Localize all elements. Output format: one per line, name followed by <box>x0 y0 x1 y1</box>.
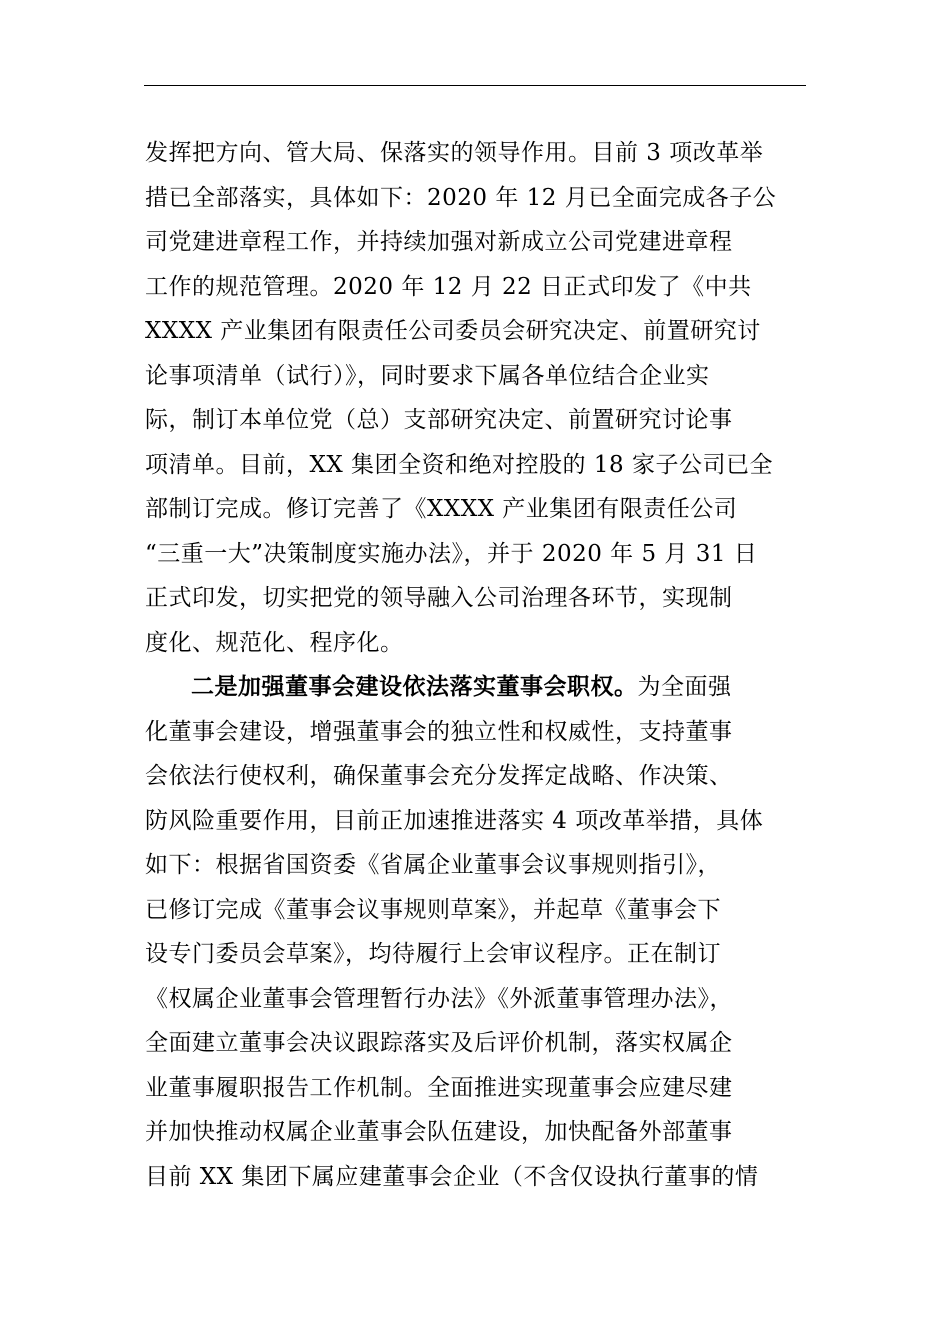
text-line: 部制订完成。修订完善了《XXXX 产业集团有限责任公司 <box>145 496 738 522</box>
text-line: 司党建进章程工作，并持续加强对新成立公司党建进章程 <box>145 229 733 255</box>
text-line: 业董事履职报告工作机制。全面推进实现董事会应建尽建 <box>145 1074 733 1101</box>
text-line: 如下：根据省国资委《省属企业董事会议事规则指引》， <box>145 852 721 878</box>
text-line: 《权属企业董事会管理暂行办法》《外派董事管理办法》， <box>145 985 733 1012</box>
text-line: 化董事会建设，增强董事会的独立性和权威性，支持董事 <box>145 718 733 745</box>
text-line: 已修订完成《董事会议事规则草案》，并起草《董事会下 <box>145 896 721 923</box>
text-line: 正式印发，切实把党的领导融入公司治理各环节，实现制 <box>145 585 733 611</box>
text-line: 会依法行使权利，确保董事会充分发挥定战略、作决策、 <box>145 763 733 789</box>
text-line: XXXX 产业集团有限责任公司委员会研究决定、前置研究讨 <box>145 318 761 344</box>
text-line: 目前 XX 集团下属应建董事会企业（不含仅设执行董事的情 <box>145 1163 759 1190</box>
body-text <box>145 131 807 1199</box>
text-line: 防风险重要作用，目前正加速推进落实 4 项改革举措，具体 <box>145 807 764 834</box>
text-line: 论事项清单（试行）》，同时要求下属各单位结合企业实 <box>145 362 710 389</box>
text-line: “三重一大”决策制度实施办法》，并于 2020 年 5 月 31 日 <box>145 540 758 567</box>
text-line: 并加快推动权属企业董事会队伍建设，加快配备外部董事 <box>145 1119 733 1145</box>
text-line: 项清单。目前，XX 集团全资和绝对控股的 18 家子公司已全 <box>145 451 773 478</box>
paragraph-2-first-line-text: 为全面强 <box>637 674 732 700</box>
paragraph-2-heading: 二是加强董事会建设依法落实董事会职权。 <box>191 673 638 700</box>
text-line: 际，制订本单位党（总）支部研究决定、前置研究讨论事 <box>145 407 733 433</box>
paragraph-2-first-line <box>145 665 807 710</box>
text-line: 工作的规范管理。2020 年 12 月 22 日正式印发了《中共 <box>145 273 752 300</box>
header-rule <box>144 85 806 86</box>
text-line: 设专门委员会草案》，均待履行上会审议程序。正在制订 <box>145 941 721 967</box>
text-line: 发挥把方向、管大局、保落实的领导作用。目前 3 项改革举 <box>145 140 764 166</box>
text-line: 措已全部落实，具体如下：2020 年 12 月已全面完成各子公 <box>145 184 777 211</box>
text-line: 全面建立董事会决议跟踪落实及后评价机制，落实权属企 <box>145 1030 733 1056</box>
text-line: 度化、规范化、程序化。 <box>145 629 404 656</box>
